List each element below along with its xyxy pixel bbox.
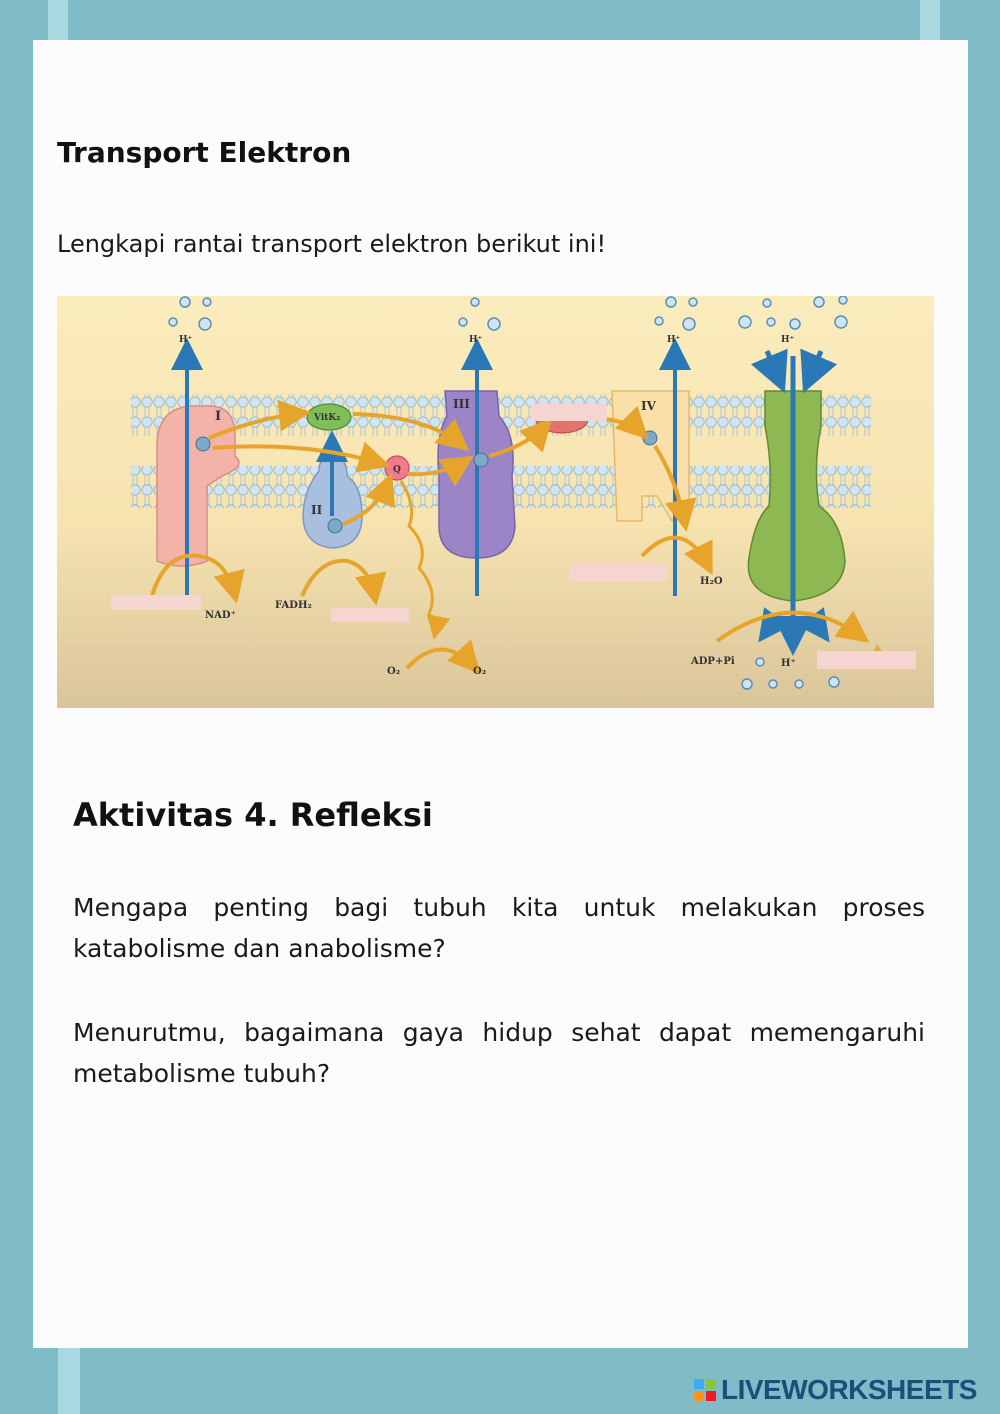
label-o2-right: O₂ — [473, 666, 487, 677]
electron-dot — [474, 453, 488, 467]
liveworksheets-brand[interactable] — [693, 1374, 977, 1406]
blank-field-oxygen[interactable] — [570, 564, 668, 581]
liveworksheets-logo-icon — [693, 1378, 717, 1402]
label-vitk: VitK₂ — [314, 413, 341, 423]
label-complex-4: IV — [641, 399, 656, 413]
label-nad: NAD⁺ — [205, 610, 236, 621]
decor-stripe-right — [920, 0, 940, 40]
label-h-plus-4: H⁺ — [781, 335, 795, 345]
electron-dot — [643, 431, 657, 445]
label-h-plus-2: H⁺ — [469, 335, 483, 345]
instruction-text: Lengkapi rantai transport elektron berikut ini! — [57, 230, 607, 258]
brand-name: LIVEWORKSHEETS — [721, 1374, 977, 1405]
blank-field-fad[interactable] — [331, 608, 409, 622]
label-h2o: H₂O — [700, 576, 723, 587]
label-q: Q — [393, 465, 401, 475]
electron-dot — [328, 519, 342, 533]
blank-field-nadh[interactable] — [111, 595, 201, 610]
electron-transport-diagram — [57, 296, 934, 708]
activity-title: Aktivitas 4. Refleksi — [73, 796, 433, 834]
blank-field-cytochrome[interactable] — [531, 404, 607, 421]
worksheet-page — [33, 40, 968, 1348]
question-1: Mengapa penting bagi tubuh kita untuk melakukan proses katabolisme dan anabolisme? — [73, 893, 925, 963]
label-fadh: FADH₂ — [275, 600, 312, 611]
section-title: Transport Elektron — [57, 136, 352, 169]
label-h-plus-1: H⁺ — [179, 335, 193, 345]
label-h-plus-5: H⁺ — [781, 658, 796, 669]
label-complex-3: III — [453, 397, 470, 411]
decor-stripe-left — [48, 0, 68, 40]
label-h-plus-3: H⁺ — [667, 335, 681, 345]
label-complex-1: I — [215, 409, 222, 424]
label-o2-left: O₂ — [387, 666, 401, 677]
label-complex-2: II — [311, 503, 323, 517]
label-adp: ADP+Pi — [691, 656, 735, 667]
decor-stripe-bottom — [58, 1348, 80, 1414]
blank-field-atp[interactable] — [817, 651, 916, 669]
electron-dot — [196, 437, 210, 451]
question-2: Menurutmu, bagaimana gaya hidup sehat dapat memengaruhi metabolisme tubuh? — [73, 1018, 925, 1088]
